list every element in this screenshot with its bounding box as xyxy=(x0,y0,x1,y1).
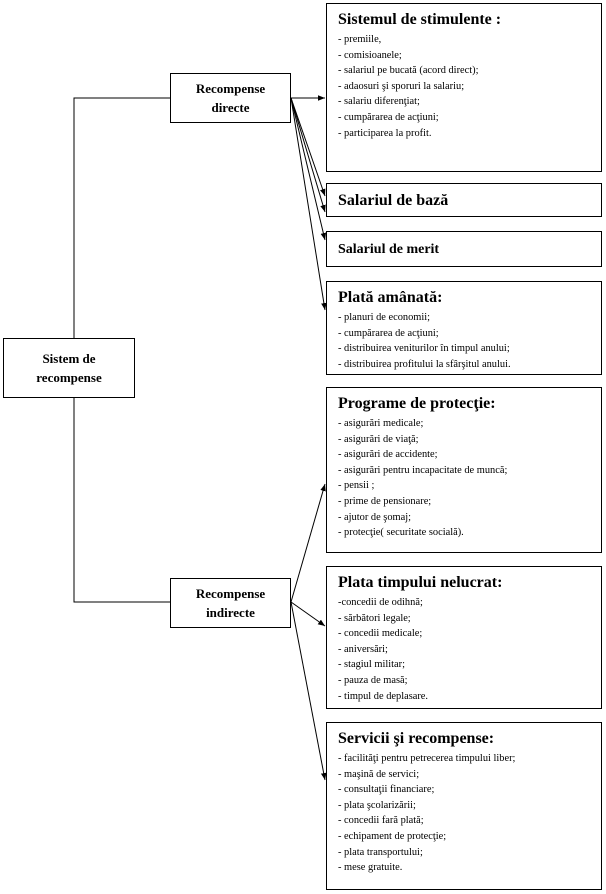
arrow-to-panel-2 xyxy=(291,98,325,240)
list-item: - ajutor de şomaj; xyxy=(338,511,412,523)
list-item: - mese gratuite. xyxy=(338,862,403,874)
list-item: - asigurări de accidente; xyxy=(338,449,438,461)
panel-title: Plată amânată: xyxy=(338,289,443,306)
list-item: - asigurări de viaţă; xyxy=(338,433,419,445)
panel-title: Sistemul de stimulente : xyxy=(338,11,502,28)
list-item: - cumpărarea de acţiuni; xyxy=(338,327,439,339)
list-item: - plata şcolarizării; xyxy=(338,799,416,811)
list-item: - echipament de protecţie; xyxy=(338,830,447,842)
list-item: - protecţie( securitate socială). xyxy=(338,527,464,539)
list-item: - distribuirea veniturilor în timpul anului; xyxy=(338,343,510,355)
list-item: - aniversări; xyxy=(338,643,388,655)
panel-services-rewards xyxy=(326,722,602,890)
indirect-rewards-node: Recompense indirecte xyxy=(170,578,291,628)
list-item: - participarea la profit. xyxy=(338,127,432,139)
list-item: - cumpărarea de acţiuni; xyxy=(338,111,439,123)
arrow-to-panel-1 xyxy=(291,98,325,196)
list-item: - adaosuri şi sporuri la salariu; xyxy=(338,80,465,92)
panel-title: Programe de protecţie: xyxy=(338,395,496,412)
arrow-to-panel-5 xyxy=(291,602,325,626)
list-item: - asigurări medicale; xyxy=(338,418,424,429)
list-item: - consultaţii financiare; xyxy=(338,784,435,796)
list-item: -concedii de odihnă; xyxy=(338,597,423,608)
panel-unworked-time-pay xyxy=(326,566,602,709)
list-item: - salariu diferenţiat; xyxy=(338,96,420,108)
panel-protection-programs xyxy=(326,387,602,553)
list-item: - salariul pe bucată (acord direct); xyxy=(338,65,479,77)
list-item: - prime de pensionare; xyxy=(338,495,432,507)
panel-title: Salariul de merit xyxy=(338,241,440,257)
list-item: - sărbători legale; xyxy=(338,612,411,624)
root-to-direct-line xyxy=(74,98,170,338)
list-item: - comisioanele; xyxy=(338,49,402,61)
list-item: - pauza de masă; xyxy=(338,674,408,686)
arrow-to-panel-1b xyxy=(291,98,325,212)
list-item: - facilităţi pentru petrecerea timpului liber; xyxy=(338,753,516,764)
list-item: - maşină de servici; xyxy=(338,768,420,780)
list-item: - asigurări pentru incapacitate de muncă; xyxy=(338,464,508,476)
list-item: - stagiul militar; xyxy=(338,659,405,671)
arrow-to-panel-6 xyxy=(291,602,325,780)
panel-base-salary xyxy=(326,183,602,217)
direct-rewards-node: Recompense directe xyxy=(170,73,291,123)
list-item: - planuri de economii; xyxy=(338,312,431,323)
panel-incentives xyxy=(326,3,602,172)
panel-title: Servicii şi recompense: xyxy=(338,730,495,747)
panel-deferred-pay xyxy=(326,281,602,375)
arrow-to-panel-4 xyxy=(291,484,325,602)
root-node: Sistem de recompense xyxy=(3,338,135,398)
list-item: - premiile, xyxy=(338,34,382,45)
list-item: - plata transportului; xyxy=(338,846,423,858)
list-item: - distribuirea profitului la sfârşitul anului. xyxy=(338,358,511,370)
panel-title: Salariul de bază xyxy=(338,191,449,209)
list-item: - concedii medicale; xyxy=(338,628,423,640)
list-item: - pensii ; xyxy=(338,480,375,492)
arrow-to-panel-3 xyxy=(291,98,325,310)
list-item: - timpul de deplasare. xyxy=(338,690,429,702)
list-item: - concedii fară plată; xyxy=(338,815,424,827)
panel-title: Plata timpului nelucrat: xyxy=(338,574,503,591)
panel-merit-salary xyxy=(326,231,602,267)
root-to-indirect-line xyxy=(74,398,170,602)
